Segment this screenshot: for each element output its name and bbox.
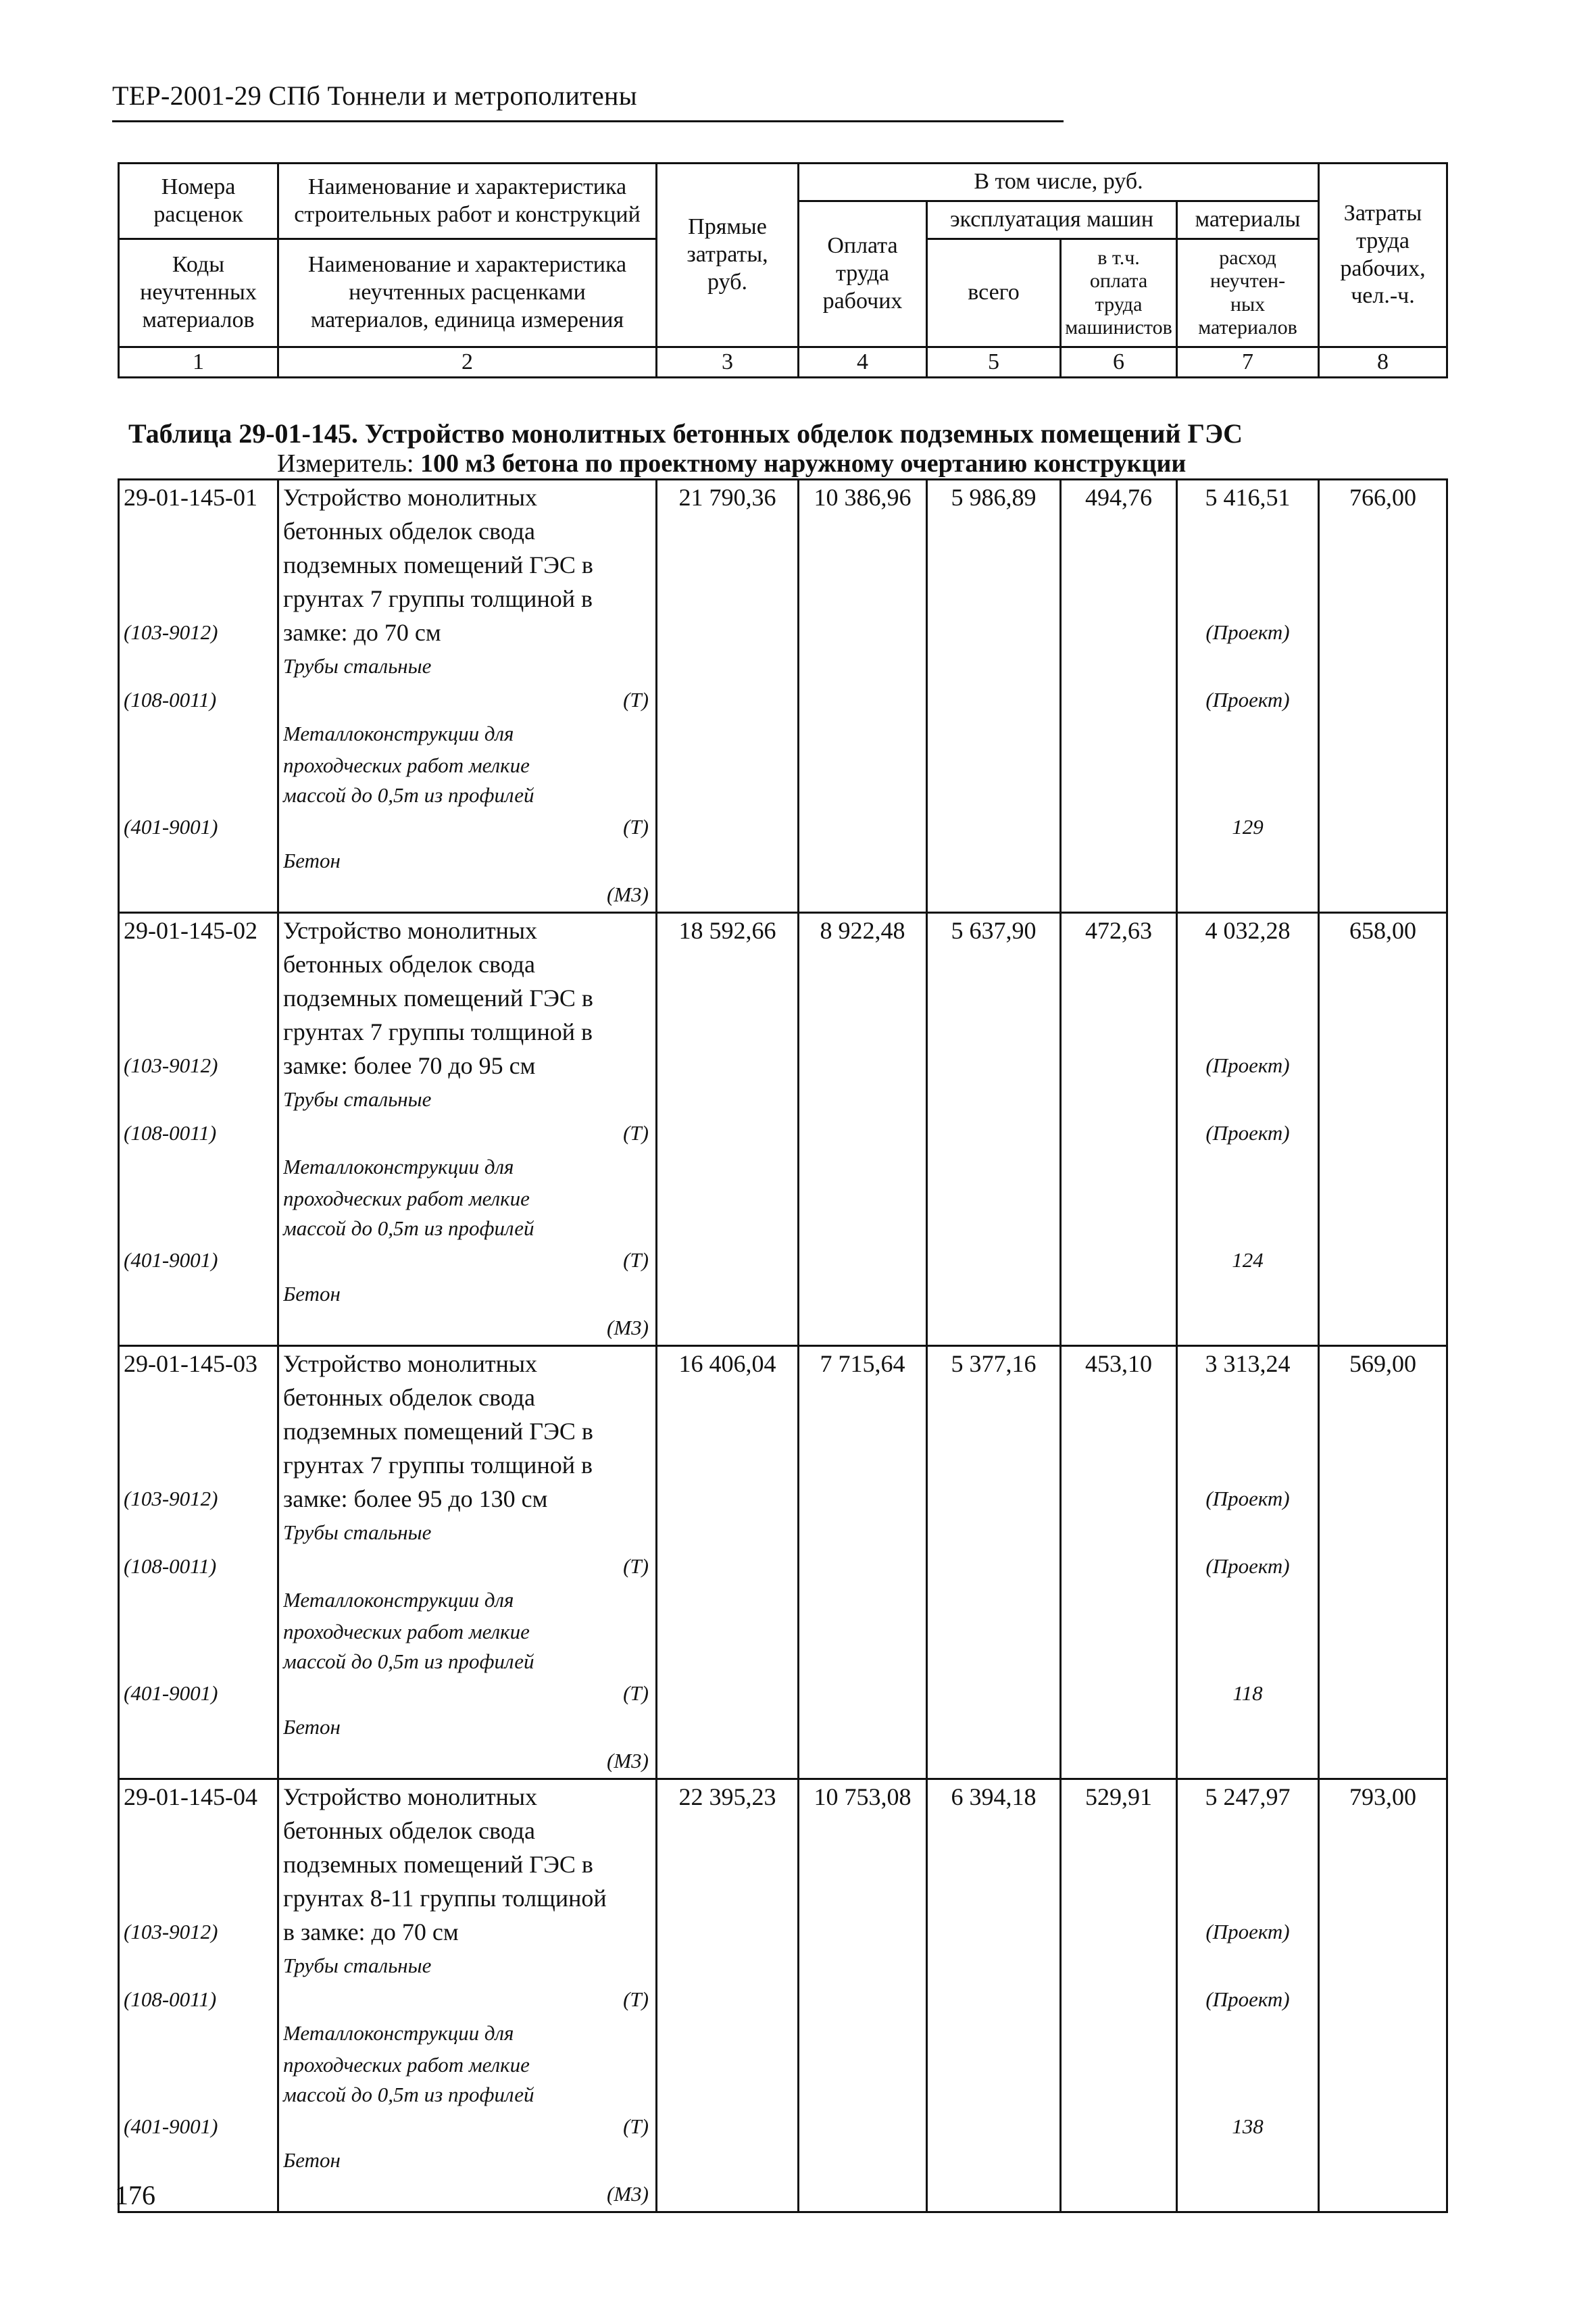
spacer — [124, 844, 277, 878]
rate-code-cell — [119, 913, 278, 1346]
rate-name-line: Устройство монолитных — [283, 1350, 538, 1377]
spacer — [124, 1180, 277, 1210]
operators-pay — [1061, 1346, 1177, 1779]
machines-total — [927, 480, 1061, 913]
spacer — [124, 717, 277, 747]
labor-hours — [1319, 913, 1447, 1346]
material-code: (108-0011) — [124, 1121, 217, 1145]
table-row — [119, 1346, 1447, 1779]
spacer — [1178, 2076, 1318, 2110]
material-unit: (Т) — [623, 688, 649, 712]
spacer — [1178, 717, 1318, 747]
rate-name-line: бетонных обделок свода — [283, 1384, 535, 1411]
spacer — [1178, 1180, 1318, 1210]
rate-name-line: замке: более 70 до 95 см — [283, 1052, 536, 1079]
spacer — [1178, 1414, 1318, 1448]
spacer — [1178, 1814, 1318, 1847]
rate-name-line: грунтах 7 группы толщиной в — [283, 1018, 593, 1045]
material-quantity: (Проект) — [1205, 1487, 1290, 1510]
spacer — [1178, 1847, 1318, 1881]
rate-name-line: грунтах 8-11 группы толщиной — [283, 1885, 607, 1912]
rate-name-line: бетонных обделок свода — [283, 518, 535, 545]
material-quantity: (Проект) — [1205, 1554, 1290, 1578]
column-number: 4 — [799, 347, 927, 378]
direct-costs — [657, 913, 799, 1346]
spacer — [124, 1414, 277, 1448]
material-unit: (М3) — [607, 1749, 649, 1772]
material-name-line: массой до 0,5т из профилей — [283, 1649, 534, 1673]
running-head: ТЕР-2001-29 СПб Тоннели и метрополитены — [112, 80, 637, 111]
material-name-line: Бетон — [283, 849, 341, 872]
material-code: (103-9012) — [124, 1920, 218, 1943]
rate-name-line: бетонных обделок свода — [283, 1817, 535, 1844]
column-number: 1 — [119, 347, 278, 378]
rate-code-cell — [119, 1779, 278, 2212]
labor-pay — [799, 1346, 927, 1779]
labor-hours — [1319, 1346, 1447, 1779]
spacer — [124, 1881, 277, 1915]
spacer — [124, 1643, 277, 1677]
materials-cell — [1177, 480, 1319, 913]
header-labor-hours: Затраты труда рабочих, чел.-ч. — [1319, 164, 1447, 347]
spacer — [124, 1847, 277, 1881]
spacer — [124, 2016, 277, 2046]
material-code: (401-9001) — [124, 1248, 218, 1272]
machines-total-value: 6 394,18 — [951, 1783, 1037, 1810]
spacer — [1178, 1710, 1318, 1744]
labor-hours-value: 658,00 — [1349, 917, 1416, 944]
measure-line — [277, 449, 1186, 478]
material-quantity: (Проект) — [1205, 1987, 1290, 2011]
material-unit: (М3) — [607, 883, 649, 906]
spacer — [124, 1150, 277, 1180]
rate-name-line: Устройство монолитных — [283, 917, 538, 944]
spacer — [1178, 582, 1318, 616]
header-group: В том числе, руб. — [799, 164, 1319, 201]
machines-total-value: 5 637,90 — [951, 917, 1037, 944]
spacer — [124, 1583, 277, 1613]
materials-cell — [1177, 1346, 1319, 1779]
header-operators-pay: в т.ч. оплата труда машинистов — [1061, 239, 1177, 347]
spacer — [1178, 1448, 1318, 1482]
spacer — [124, 649, 277, 683]
material-quantity: (Проект) — [1205, 1053, 1290, 1077]
column-number: 2 — [278, 347, 657, 378]
spacer — [1178, 1613, 1318, 1643]
spacer — [1178, 2046, 1318, 2076]
material-quantity: 118 — [1232, 1681, 1263, 1705]
direct-costs-value: 16 406,04 — [678, 1350, 776, 1377]
spacer — [1178, 981, 1318, 1015]
table-row — [119, 480, 1447, 913]
spacer — [124, 1613, 277, 1643]
material-name-line: проходческих работ мелкие — [283, 1620, 530, 1643]
spacer — [1178, 1015, 1318, 1049]
spacer — [124, 1083, 277, 1116]
spacer — [1178, 747, 1318, 776]
rate-name-line: бетонных обделок свода — [283, 951, 535, 978]
spacer — [124, 1210, 277, 1243]
material-unit: (Т) — [623, 2114, 649, 2138]
header-rule — [112, 120, 1064, 122]
measure-label: Измеритель: — [277, 449, 420, 478]
spacer — [124, 1814, 277, 1847]
spacer — [1178, 776, 1318, 810]
rate-code: 29-01-145-03 — [124, 1350, 257, 1377]
material-unit: (М3) — [607, 1316, 649, 1339]
spacer — [1178, 1150, 1318, 1180]
spacer — [124, 2143, 277, 2177]
material-name-line: Бетон — [283, 1282, 341, 1306]
material-name-line: Трубы стальные — [283, 1954, 432, 1977]
spacer — [124, 1381, 277, 1414]
material-name-line: Металлоконструкции для — [283, 2021, 514, 2045]
labor-hours-value: 766,00 — [1349, 484, 1416, 511]
machines-total — [927, 1779, 1061, 2212]
spacer — [1178, 1083, 1318, 1116]
material-code: (108-0011) — [124, 688, 217, 712]
spacer — [1178, 1949, 1318, 1983]
material-unit: (Т) — [623, 1554, 649, 1578]
material-code: (103-9012) — [124, 1487, 218, 1510]
rate-name-line: грунтах 7 группы толщиной в — [283, 1452, 593, 1479]
rates-table — [118, 478, 1448, 2213]
direct-costs-value: 22 395,23 — [678, 1783, 776, 1810]
column-number: 7 — [1177, 347, 1319, 378]
material-code: (103-9012) — [124, 620, 218, 644]
spacer — [124, 1516, 277, 1549]
material-name-line: проходческих работ мелкие — [283, 753, 530, 777]
direct-costs-value: 21 790,36 — [678, 484, 776, 511]
measure-value: 100 м3 бетона по проектному наружному очертанию конструкции — [420, 449, 1187, 478]
labor-hours-value: 793,00 — [1349, 1783, 1416, 1810]
spacer — [124, 514, 277, 548]
rate-name-line: грунтах 7 группы толщиной в — [283, 585, 593, 612]
rate-name-line: замке: до 70 см — [283, 619, 441, 646]
spacer — [1178, 649, 1318, 683]
material-quantity: (Проект) — [1205, 688, 1290, 712]
rate-name-cell — [278, 480, 657, 913]
header-machines: эксплуатация машин — [927, 201, 1177, 239]
labor-pay-value: 8 922,48 — [820, 917, 905, 944]
machines-total — [927, 913, 1061, 1346]
material-code: (401-9001) — [124, 2114, 218, 2138]
material-code: (401-9001) — [124, 1681, 218, 1705]
material-name-line: Бетон — [283, 1715, 341, 1739]
spacer — [1178, 2016, 1318, 2046]
table-caption: Таблица 29-01-145. Устройство монолитных бетонных обделок подземных помещений ГЭС — [128, 418, 1243, 449]
labor-pay-value: 10 753,08 — [814, 1783, 912, 1810]
spacer — [124, 1949, 277, 1983]
column-header-table — [118, 162, 1448, 378]
operators-pay-value: 472,63 — [1085, 917, 1152, 944]
spacer — [1178, 947, 1318, 981]
rate-name-line: подземных помещений ГЭС в — [283, 1851, 593, 1878]
material-unit: (Т) — [623, 1987, 649, 2011]
labor-hours — [1319, 1779, 1447, 2212]
material-name-line: Бетон — [283, 2148, 341, 2172]
materials-cost: 4 032,28 — [1205, 917, 1291, 944]
spacer — [1178, 1516, 1318, 1549]
material-name-line: Трубы стальные — [283, 1520, 432, 1544]
labor-pay-value: 7 715,64 — [820, 1350, 905, 1377]
material-name-line: Трубы стальные — [283, 1087, 432, 1111]
material-name-line: Металлоконструкции для — [283, 1155, 514, 1179]
machines-total-value: 5 377,16 — [951, 1350, 1037, 1377]
material-unit: (Т) — [623, 1121, 649, 1145]
operators-pay — [1061, 913, 1177, 1346]
operators-pay-value: 453,10 — [1085, 1350, 1152, 1377]
table-row — [119, 913, 1447, 1346]
material-name-line: массой до 0,5т из профилей — [283, 1216, 534, 1240]
spacer — [124, 2046, 277, 2076]
materials-cost: 5 247,97 — [1205, 1783, 1291, 1810]
column-number: 5 — [927, 347, 1061, 378]
spacer — [124, 776, 277, 810]
spacer — [124, 1448, 277, 1482]
header-col1-bottom: Коды неучтенных материалов — [119, 239, 278, 347]
rate-name-line: подземных помещений ГЭС в — [283, 551, 593, 578]
rate-name-cell — [278, 913, 657, 1346]
column-number: 6 — [1061, 347, 1177, 378]
material-code: (108-0011) — [124, 1987, 217, 2011]
labor-hours-value: 569,00 — [1349, 1350, 1416, 1377]
operators-pay-value: 494,76 — [1085, 484, 1152, 511]
material-code: (103-9012) — [124, 1053, 218, 1077]
material-code: (401-9001) — [124, 815, 218, 839]
material-name-line: Металлоконструкции для — [283, 722, 514, 745]
spacer — [124, 947, 277, 981]
material-quantity: (Проект) — [1205, 620, 1290, 644]
header-materials-use: расход неучтен- ных материалов — [1177, 239, 1319, 347]
rate-code: 29-01-145-02 — [124, 917, 257, 944]
labor-pay — [799, 913, 927, 1346]
materials-cost: 3 313,24 — [1205, 1350, 1291, 1377]
header-col2-bottom: Наименование и характеристика неучтенных расценками материалов, единица измерения — [278, 239, 657, 347]
spacer — [1178, 2143, 1318, 2177]
rate-name-line: замке: более 95 до 130 см — [283, 1485, 548, 1512]
header-col1-top: Номера расценок — [119, 164, 278, 239]
material-name-line: массой до 0,5т из профилей — [283, 2083, 534, 2106]
material-code: (108-0011) — [124, 1554, 217, 1578]
spacer — [1178, 514, 1318, 548]
rate-name-line: Устройство монолитных — [283, 484, 538, 511]
spacer — [1178, 548, 1318, 582]
spacer — [1178, 1381, 1318, 1414]
column-number: 3 — [657, 347, 799, 378]
spacer — [1178, 844, 1318, 878]
material-unit: (Т) — [623, 1248, 649, 1272]
material-quantity: 124 — [1232, 1248, 1264, 1272]
header-direct-costs: Прямые затраты, руб. — [657, 164, 799, 347]
direct-costs — [657, 480, 799, 913]
spacer — [124, 1710, 277, 1744]
labor-pay — [799, 1779, 927, 2212]
spacer — [124, 2076, 277, 2110]
spacer — [124, 548, 277, 582]
machines-total-value: 5 986,89 — [951, 484, 1037, 511]
material-quantity: (Проект) — [1205, 1920, 1290, 1943]
material-name-line: Трубы стальные — [283, 654, 432, 678]
direct-costs — [657, 1779, 799, 2212]
rate-name-line: Устройство монолитных — [283, 1783, 538, 1810]
rate-code: 29-01-145-04 — [124, 1783, 257, 1810]
direct-costs-value: 18 592,66 — [678, 917, 776, 944]
column-number: 8 — [1319, 347, 1447, 378]
material-name-line: проходческих работ мелкие — [283, 1187, 530, 1210]
spacer — [124, 747, 277, 776]
material-unit: (Т) — [623, 815, 649, 839]
material-unit: (Т) — [623, 1681, 649, 1705]
machines-total — [927, 1346, 1061, 1779]
rate-code: 29-01-145-01 — [124, 484, 257, 511]
operators-pay-value: 529,91 — [1085, 1783, 1152, 1810]
labor-pay-value: 10 386,96 — [814, 484, 912, 511]
spacer — [124, 1015, 277, 1049]
rate-code-cell — [119, 480, 278, 913]
direct-costs — [657, 1346, 799, 1779]
table-row — [119, 1779, 1447, 2212]
rate-name-line: в замке: до 70 см — [283, 1918, 459, 1945]
operators-pay — [1061, 480, 1177, 913]
header-materials: материалы — [1177, 201, 1319, 239]
spacer — [1178, 1583, 1318, 1613]
rate-name-line: подземных помещений ГЭС в — [283, 1418, 593, 1445]
labor-pay — [799, 480, 927, 913]
materials-cell — [1177, 1779, 1319, 2212]
material-name-line: проходческих работ мелкие — [283, 2053, 530, 2077]
materials-cost: 5 416,51 — [1205, 484, 1291, 511]
rate-name-line: подземных помещений ГЭС в — [283, 985, 593, 1012]
header-machines-total: всего — [927, 239, 1061, 347]
material-quantity: 129 — [1232, 815, 1264, 839]
labor-hours — [1319, 480, 1447, 913]
materials-cell — [1177, 913, 1319, 1346]
material-quantity: (Проект) — [1205, 1121, 1290, 1145]
material-name-line: Металлоконструкции для — [283, 1588, 514, 1612]
spacer — [1178, 1881, 1318, 1915]
rate-name-cell — [278, 1346, 657, 1779]
rate-name-cell — [278, 1779, 657, 2212]
spacer — [124, 1277, 277, 1311]
material-quantity: 138 — [1232, 2114, 1264, 2138]
spacer — [124, 981, 277, 1015]
spacer — [124, 582, 277, 616]
spacer — [1178, 1210, 1318, 1243]
spacer — [1178, 1643, 1318, 1677]
page-number: 176 — [115, 2180, 155, 2210]
spacer — [1178, 1277, 1318, 1311]
material-name-line: массой до 0,5т из профилей — [283, 783, 534, 807]
material-unit: (М3) — [607, 2182, 649, 2206]
header-col2-top: Наименование и характеристика строительных работ и конструкций — [278, 164, 657, 239]
header-labor-pay: Оплата труда рабочих — [799, 201, 927, 347]
rate-code-cell — [119, 1346, 278, 1779]
operators-pay — [1061, 1779, 1177, 2212]
